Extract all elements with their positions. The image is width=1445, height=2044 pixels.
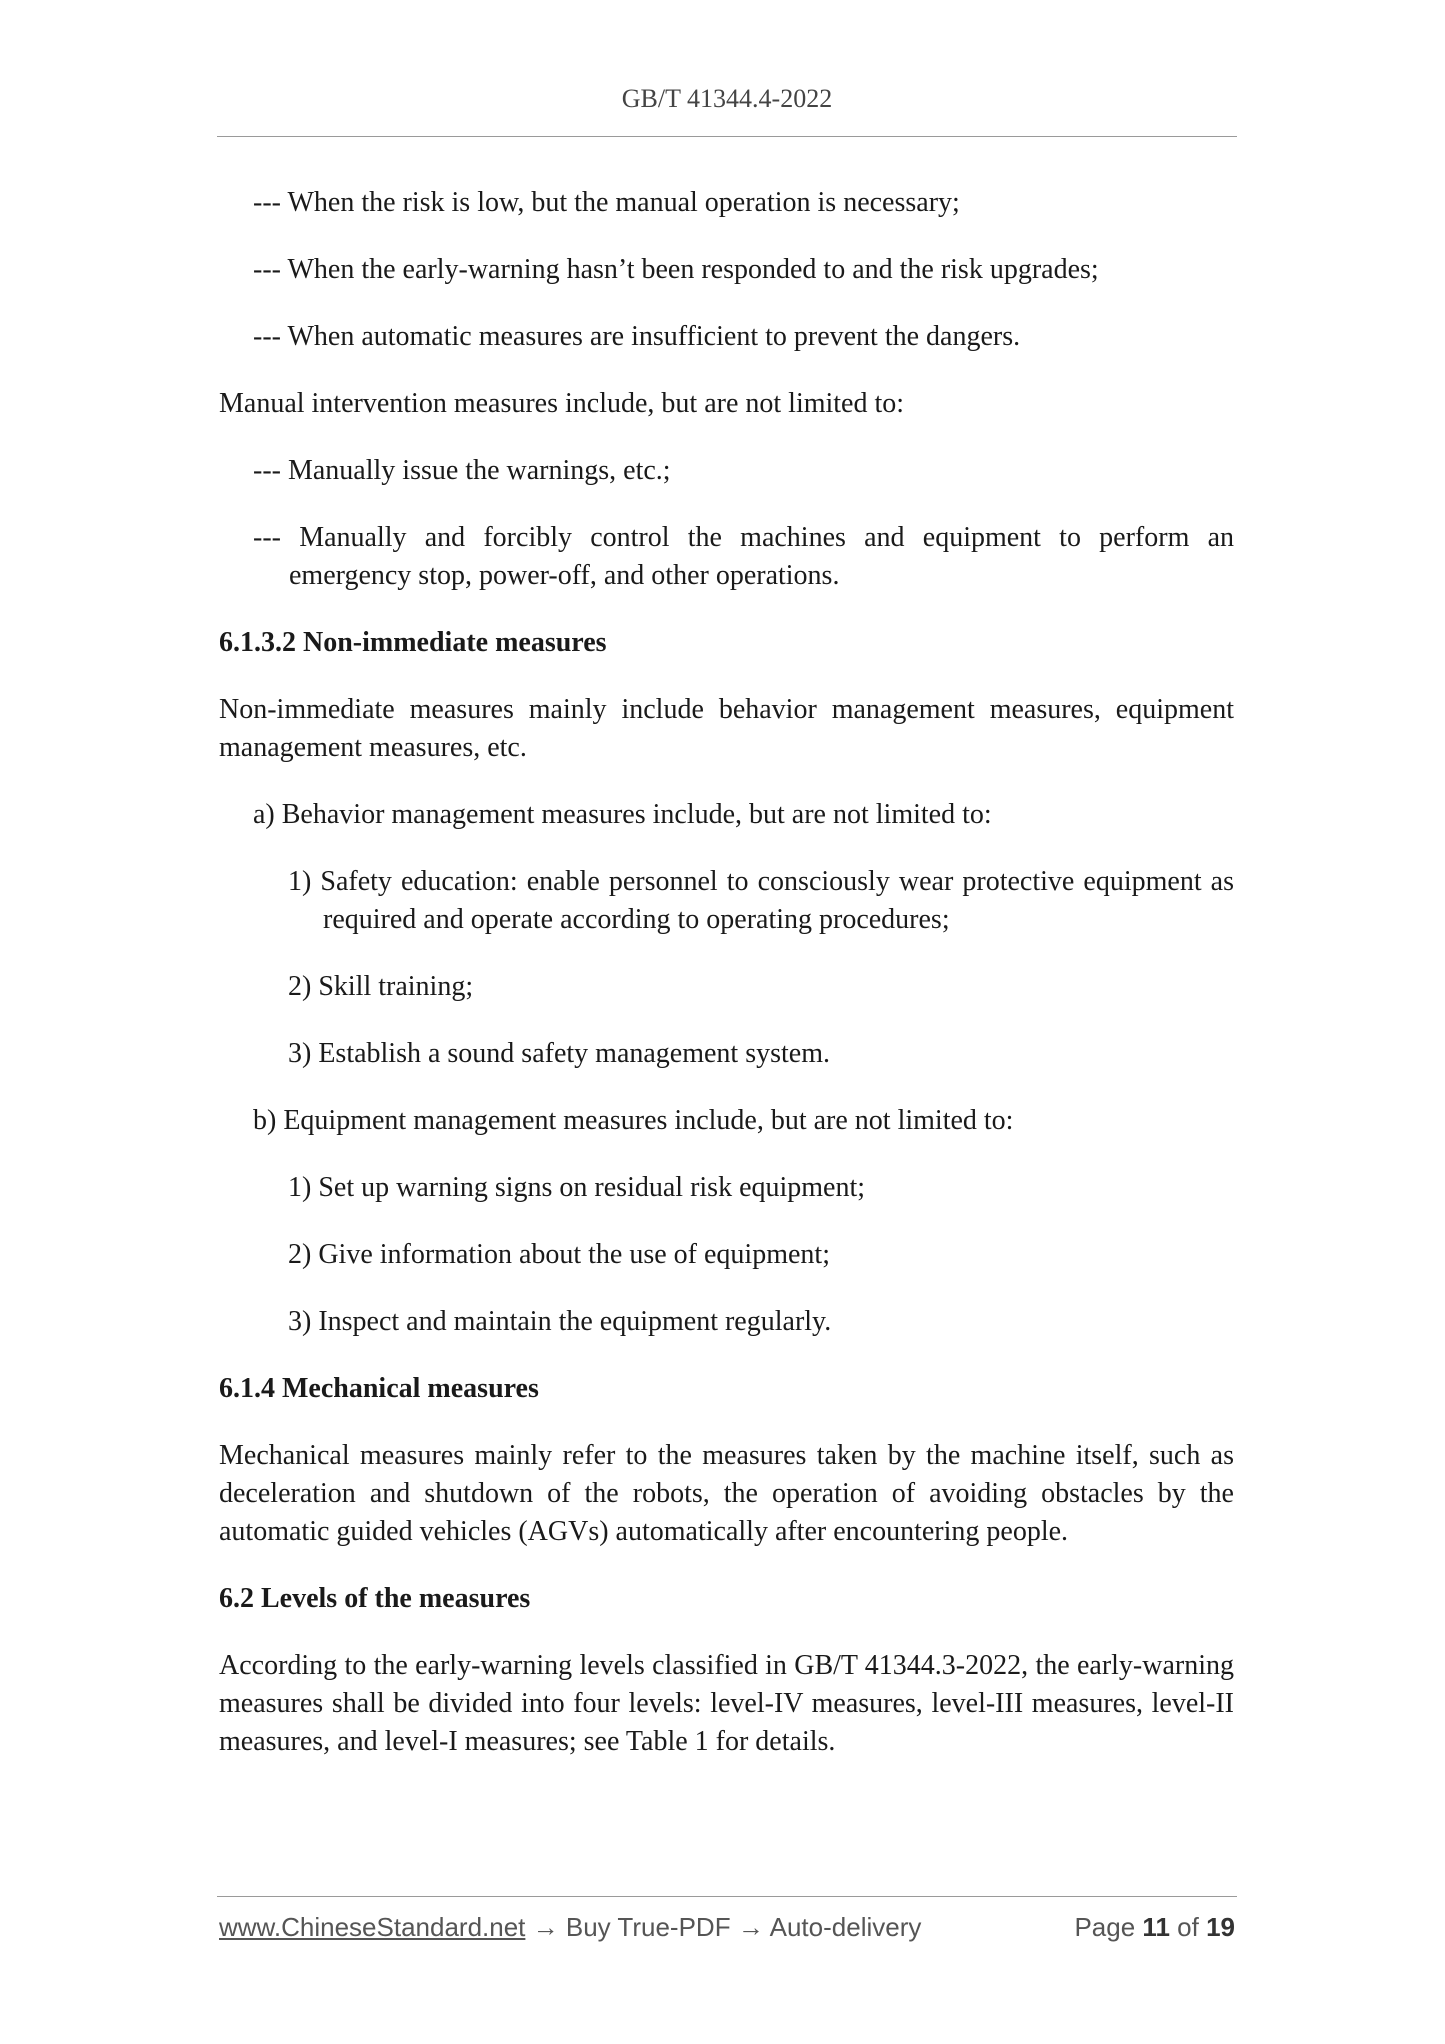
- buy-true-pdf-text: Buy True-PDF: [565, 1912, 731, 1942]
- list-item-b-3: 3) Inspect and maintain the equipment regularly.: [288, 1306, 832, 1337]
- list-item-a-3: 3) Establish a sound safety management system.: [288, 1038, 830, 1069]
- list-item-a-1: 1) Safety education: enable personnel to consciously wear protective equipment as required and operate according to operating procedures;: [288, 866, 1234, 935]
- site-link[interactable]: www.ChineseStandard.net: [219, 1912, 526, 1942]
- page-current: 11: [1142, 1912, 1170, 1942]
- arrow-right-icon: →: [737, 1912, 764, 1942]
- section-heading-6-2: 6.2 Levels of the measures: [219, 1583, 531, 1614]
- doc-id-header: GB/T 41344.4-2022: [621, 84, 833, 113]
- header-divider: [217, 136, 1237, 137]
- non-immediate-paragraph: Non-immediate measures mainly include behavior management measures, equipment management measures, etc.: [219, 694, 1234, 763]
- list-item-a-2: 2) Skill training;: [288, 971, 474, 1002]
- manual-condition-3: --- When automatic measures are insufficient to prevent the dangers.: [253, 321, 1021, 352]
- manual-intervention-intro: Manual intervention measures include, but are not limited to:: [219, 388, 905, 419]
- intervention-item-2: --- Manually and forcibly control the machines and equipment to perform an emergency stop, power-off, and other operations.: [253, 522, 1234, 591]
- mechanical-paragraph: Mechanical measures mainly refer to the measures taken by the machine itself, such as deceleration and shutdown of the robots, the operation of avoiding obstacles by the automatic guided vehicles (AGVs) automatically after encountering people.: [219, 1440, 1234, 1547]
- intervention-item-1: --- Manually issue the warnings, etc.;: [253, 455, 671, 486]
- manual-condition-1: --- When the risk is low, but the manual operation is necessary;: [253, 187, 960, 218]
- footer-promo: [219, 1912, 921, 1943]
- arrow-right-icon: →: [532, 1912, 559, 1942]
- document-body: [219, 184, 1234, 1790]
- list-item-b: b) Equipment management measures include, but are not limited to:: [253, 1105, 1014, 1136]
- footer-divider: [217, 1896, 1237, 1897]
- manual-condition-2: --- When the early-warning hasn’t been responded to and the risk upgrades;: [253, 254, 1099, 285]
- auto-delivery-text: Auto-delivery: [769, 1912, 922, 1942]
- section-heading-6-1-4: 6.1.4 Mechanical measures: [219, 1373, 539, 1404]
- of-label: of: [1177, 1912, 1199, 1942]
- page-total: 19: [1206, 1912, 1235, 1942]
- levels-paragraph: According to the early-warning levels classified in GB/T 41344.3-2022, the early-warning measures shall be divided into four levels: level-IV measures, level-III measures, level-II measures, and level-I measures; see Table 1 for details.: [219, 1650, 1234, 1757]
- list-item-b-1: 1) Set up warning signs on residual risk equipment;: [288, 1172, 866, 1203]
- section-heading-6-1-3-2: 6.1.3.2 Non-immediate measures: [219, 627, 607, 658]
- page-number: [1074, 1912, 1235, 1943]
- page-label: Page: [1074, 1912, 1136, 1942]
- list-item-b-2: 2) Give information about the use of equipment;: [288, 1239, 830, 1270]
- list-item-a: a) Behavior management measures include, but are not limited to:: [253, 799, 992, 830]
